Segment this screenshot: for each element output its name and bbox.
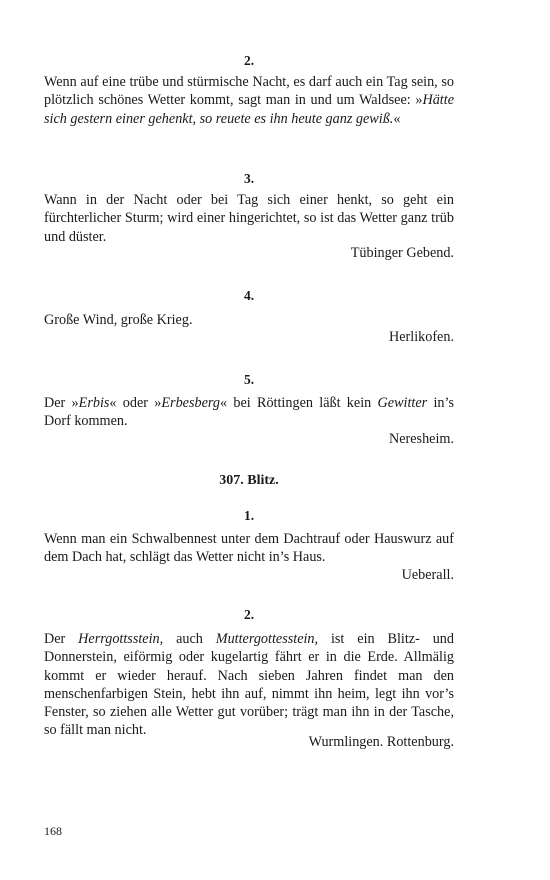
section-text: Wenn auf eine trübe und stürmische Nacht, es darf auch ein Tag sein, so plötzlich schönes Wetter kommt, sagt man in und um Waldsee: »Hätte sich gestern einer gehenkt, so reuete es ihn heute ganz gewiß.«	[44, 74, 454, 127]
section-number: 4.	[243, 288, 255, 303]
section-number: 2.	[243, 607, 255, 622]
section-text: Große Wind, große Krieg.	[44, 312, 193, 328]
page-number: 168	[44, 824, 62, 838]
section-number: 2.	[243, 53, 255, 68]
section-source: Ueberall.	[401, 567, 454, 583]
section-source: Neresheim.	[388, 431, 454, 447]
section-number: 1.	[243, 508, 255, 523]
section-text: Der Herrgottsstein, auch Muttergottesstein, ist ein Blitz- und Donnerstein, eiförmig oder kugelartig fährt er in die Erde. Allmälig kommt er wieder herauf. Nach sieben Jahren findet man den menschenfarbigen Stein, hebt ihn auf, nimmt ihn heim, legt ihn vor’s Fenster, so ziehen alle Wetter gut vorüber; trägt man ihn in der Tasche, so fällt man nicht.	[44, 631, 454, 739]
chapter-title: 307. Blitz.	[219, 473, 279, 488]
section-source: Tübinger Gebend.	[350, 245, 454, 261]
section-source: Wurmlingen. Rottenburg.	[308, 734, 454, 750]
section-source: Herlikofen.	[388, 329, 454, 345]
section-text: Der »Erbis« oder »Erbesberg« bei Röttingen läßt kein Gewitter in’s Dorf kommen.	[44, 395, 454, 430]
section-number: 3.	[243, 171, 255, 186]
section-text: Wenn man ein Schwalbennest unter dem Dachtrauf oder Hauswurz auf dem Dach hat, schlägt das Wetter nicht in’s Haus.	[44, 531, 454, 566]
section-number: 5.	[243, 372, 255, 387]
section-text: Wann in der Nacht oder bei Tag sich einer henkt, so geht ein fürchterlicher Sturm; wird einer hingerichtet, so ist das Wetter ganz trüb und düster.	[44, 192, 454, 245]
